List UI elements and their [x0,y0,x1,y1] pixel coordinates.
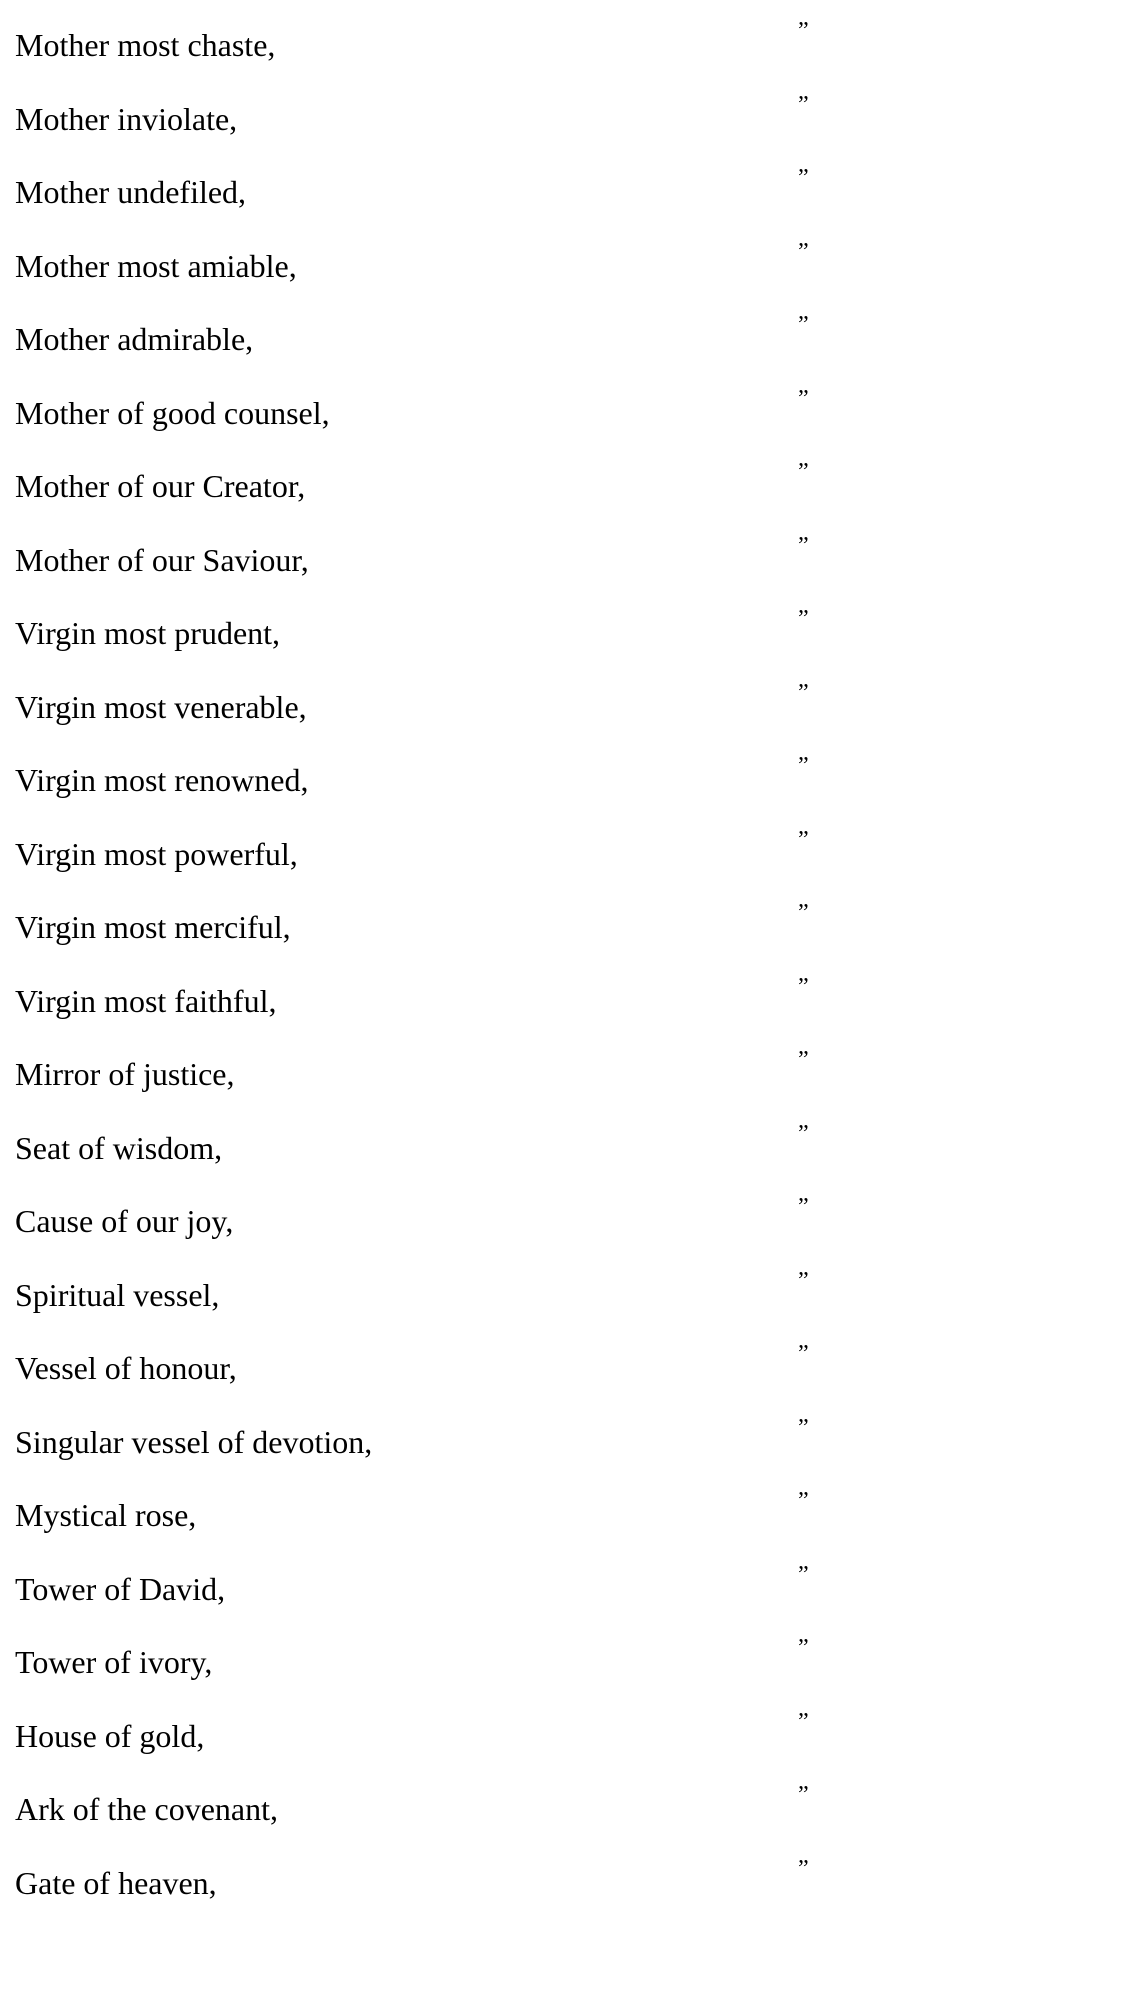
litany-line [15,1637,1115,1711]
response-mark: ” [798,1855,809,1882]
litany-line [15,679,1115,756]
response-mark: ” [798,532,809,559]
response-mark: ” [798,1488,809,1514]
litany-line [15,1708,1115,1785]
invocation-text: Mother of our Creator, [15,468,306,504]
litany-line [15,1120,1115,1197]
invocation-text: Mother of good counsel, [15,394,330,431]
invocation-text: Mother of our Saviour, [15,541,309,578]
litany-line [15,1414,1115,1491]
invocation-text: Mirror of justice, [15,1056,235,1092]
response-mark: ” [798,385,809,412]
litany-line [15,167,1115,241]
response-mark: ” [798,679,809,706]
litany-line [15,1784,1115,1858]
invocation-text: Virgin most faithful, [15,982,277,1019]
litany-line [15,461,1115,535]
invocation-text: Tower of ivory, [15,1644,213,1680]
litany-line [15,20,1115,94]
litany-line [15,608,1115,682]
invocation-text: House of gold, [15,1717,205,1754]
response-mark: ” [798,165,809,191]
litany-line [15,1196,1115,1270]
response-mark: ” [798,1782,809,1808]
litany-line [15,385,1115,462]
invocation-text: Spiritual vessel, [15,1276,220,1313]
invocation-text: Virgin most powerful, [15,835,298,872]
invocation-text: Tower of David, [15,1570,226,1607]
litany-line [15,1049,1115,1123]
response-mark: ” [798,18,809,44]
litany-line [15,826,1115,903]
invocation-text: Mother inviolate, [15,100,238,137]
litany-line [15,973,1115,1050]
litany-line [15,532,1115,609]
invocation-text: Virgin most venerable, [15,688,307,725]
response-mark: ” [798,238,809,265]
litany-line [15,1490,1115,1564]
invocation-text: Virgin most merciful, [15,909,291,945]
response-mark: ” [798,1561,809,1588]
response-mark: ” [798,1414,809,1441]
litany-line [15,1267,1115,1344]
litany-line [15,755,1115,829]
invocation-text: Mystical rose, [15,1497,197,1533]
litany-line [15,238,1115,315]
invocation-text: Singular vessel of devotion, [15,1423,373,1460]
litany-list [15,20,1115,1931]
response-mark: ” [798,606,809,632]
invocation-text: Seat of wisdom, [15,1129,223,1166]
invocation-text: Mother most amiable, [15,247,297,284]
response-mark: ” [798,1047,809,1073]
response-mark: ” [798,459,809,485]
invocation-text: Mother most chaste, [15,27,276,63]
litany-line [15,314,1115,388]
litany-line [15,1855,1115,1932]
litany-line [15,91,1115,168]
invocation-text: Mother admirable, [15,321,254,357]
invocation-text: Cause of our joy, [15,1203,234,1239]
invocation-text: Vessel of honour, [15,1350,237,1386]
response-mark: ” [798,753,809,779]
response-mark: ” [798,1120,809,1147]
invocation-text: Gate of heaven, [15,1864,217,1901]
invocation-text: Ark of the covenant, [15,1791,279,1827]
invocation-text: Virgin most prudent, [15,615,281,651]
response-mark: ” [798,312,809,338]
invocation-text: Mother undefiled, [15,174,247,210]
response-mark: ” [798,1194,809,1220]
response-mark: ” [798,826,809,853]
response-mark: ” [798,973,809,1000]
invocation-text: Virgin most renowned, [15,762,309,798]
litany-line [15,1561,1115,1638]
litany-line [15,1343,1115,1417]
response-mark: ” [798,1635,809,1661]
response-mark: ” [798,900,809,926]
response-mark: ” [798,1267,809,1294]
response-mark: ” [798,1341,809,1367]
response-mark: ” [798,91,809,118]
litany-line [15,902,1115,976]
response-mark: ” [798,1708,809,1735]
